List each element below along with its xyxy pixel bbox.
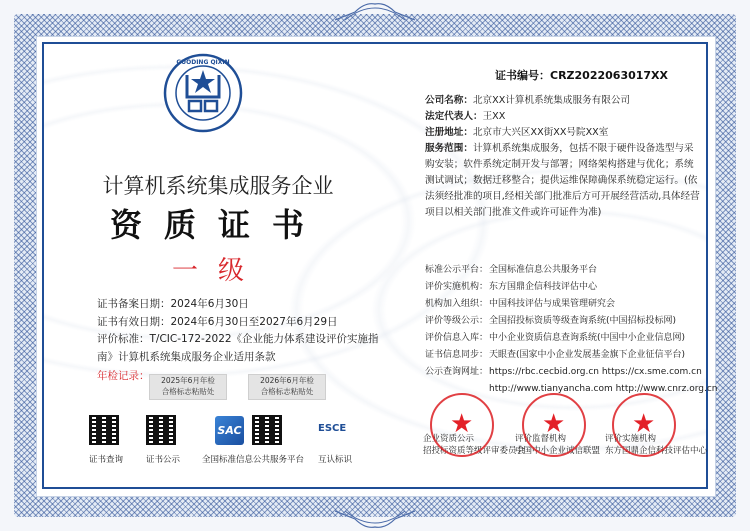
platform-row: 评价信息入库：中小企业资质信息查询系统(中国中小企业信息网) <box>425 333 686 343</box>
query-urls[interactable]: https://rbc.cecbid.org.cn https://cx.sme.com.cn <box>489 367 702 377</box>
platform-row: 标准公示平台：全国标准信息公共服务平台 <box>425 265 598 275</box>
inspection-box-line1: 2025年6月年检 <box>161 376 215 385</box>
legal-rep: 王XX <box>482 111 506 122</box>
certificate-title: 资质证书 <box>109 206 326 244</box>
inspection-box-line1: 2026年6月年检 <box>260 376 314 385</box>
address: 北京市大兴区XX街XX号院XX室 <box>472 127 609 138</box>
qr-code-icon[interactable] <box>89 415 119 445</box>
seal-caption-2: 评价监督机构 中国中小企业诚信联盟 <box>515 434 601 456</box>
red-seal-icon <box>522 393 586 457</box>
qr-code-icon[interactable] <box>146 415 176 445</box>
red-seal-icon <box>612 393 676 457</box>
query-urls-cont[interactable]: http://www.tianyancha.com http://www.cnrz.org.cn <box>489 384 718 394</box>
scope-label: 服务范围： <box>425 143 473 154</box>
inspection-box-2026 <box>248 374 326 400</box>
svg-text:GUODING QIXIN: GUODING QIXIN <box>176 59 230 66</box>
valid-period: 证书有效日期：2024年6月30日至2027年6月29日 <box>97 315 338 328</box>
star-icon: ★ <box>450 409 474 439</box>
standard-line-2: 南》计算机系统集成服务企业适用条款 <box>97 350 276 363</box>
certificate-number: 证书编号：CRZ2022063017XX <box>495 69 669 82</box>
legal-rep-label: 法定代表人： <box>425 111 483 122</box>
main-title: 计算机系统集成服务企业 <box>102 174 334 198</box>
inspection-box-line2: 合格标志粘贴处 <box>260 387 314 396</box>
qualification-level: 一级 <box>171 256 264 286</box>
qr-label-publicity: 证书公示 <box>146 455 181 465</box>
seal-caption-3: 评价实施机构 东方国鼎企信科技评估中心 <box>605 434 708 456</box>
bottom-ornament-icon <box>335 507 415 529</box>
platform-row: 公示查询网址：https://rbc.cecbid.org.cn https://cx.sme.com.cn <box>425 367 702 377</box>
platform-info <box>425 262 718 398</box>
platform-row: 评价等级公示：全国招投标资质等级查询系统(中国招标投标网) <box>425 316 677 326</box>
platform-row: 机构加入组织：中国科技评估与成果管理研究会 <box>425 299 616 309</box>
qr-label-standard-platform: 全国标准信息公共服务平台 <box>202 455 305 465</box>
certificate-dates <box>97 296 379 366</box>
star-icon: ★ <box>542 409 566 439</box>
address-label: 注册地址： <box>425 127 473 138</box>
company-info <box>425 93 700 221</box>
red-seal-icon <box>430 393 494 457</box>
company-name: 北京XX计算机系统集成服务有限公司 <box>472 95 631 106</box>
inspection-box-line2: 合格标志粘贴处 <box>161 387 215 396</box>
qr-label-mutual-recognition: 互认标识 <box>318 455 353 465</box>
star-emblem-icon <box>163 53 243 133</box>
filing-date: 证书备案日期：2024年6月30日 <box>97 298 249 310</box>
service-scope: 计算机系统集成服务，包括不限于硬件设备选型与采购安装；软件系统定制开发与部署；网络架构搭建与优化；系统测试调试；数据迁移整合；提供运维保障确保系统稳定运行。(依法须经批准的项目,经相关部门批准后方可开展经营活动,具体经营项目以相关部门批准文件或许可证件为准) <box>425 143 700 218</box>
inspection-box-2025 <box>149 374 227 400</box>
inspection-record-label: 年检记录： <box>97 370 150 382</box>
platform-row: 评价实施机构：东方国鼎企信科技评估中心 <box>425 282 598 292</box>
star-icon: ★ <box>632 409 656 439</box>
platform-row: 证书信息同步：天眼查(国家中小企业发展基金旗下企业征信平台) <box>425 350 686 360</box>
sac-logo-icon: SAC <box>215 416 244 445</box>
company-name-label: 公司名称： <box>425 95 473 106</box>
qr-label-query: 证书查询 <box>89 455 124 465</box>
esce-logo-icon: ESCE <box>318 423 347 434</box>
seal-caption-1: 企业资质公示 招投标资质等级评审委员会 <box>423 434 526 456</box>
standard-line-1: 评价标准：T/CIC-172-2022《企业能力体系建设评价实施指 <box>97 333 379 345</box>
qr-code-icon[interactable] <box>252 415 282 445</box>
top-ornament-icon <box>335 2 415 24</box>
